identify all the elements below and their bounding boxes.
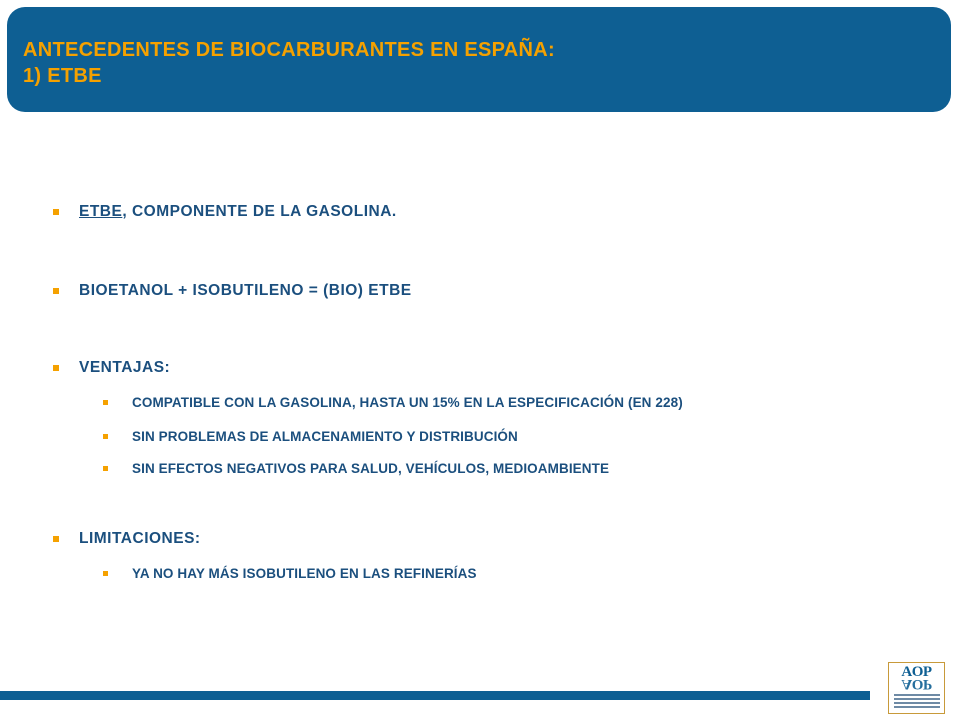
slide-title-line-1: ANTECEDENTES DE BIOCARBURANTES EN ESPAÑA: [23, 39, 555, 61]
bullet-item-ventajas [53, 359, 170, 377]
bullet-item-limitaciones [53, 530, 201, 548]
slide-title-line-2: 1) ETBE [23, 65, 102, 87]
bullet-text-rest: , COMPONENTE DE LA GASOLINA. [122, 203, 397, 220]
sub-bullet-text: COMPATIBLE CON LA GASOLINA, HASTA UN 15% EN LA ESPECIFICACIÓN (EN 228) [132, 395, 683, 410]
sub-bullet-text: SIN EFECTOS NEGATIVOS PARA SALUD, VEHÍCULOS, MEDIOAMBIENTE [132, 461, 610, 476]
logo-mirror-mark: AOP [901, 676, 932, 692]
logo-fine-print-lines [894, 694, 940, 710]
bullet-text: VENTAJAS: [79, 359, 171, 376]
square-bullet-icon [53, 365, 59, 371]
sub-bullet-text: SIN PROBLEMAS DE ALMACENAMIENTO Y DISTRIBUCIÓN [132, 429, 518, 444]
sub-bullet-compatible [103, 395, 683, 410]
square-bullet-icon [53, 209, 59, 215]
sub-bullet-efectos [103, 461, 609, 476]
underlined-term: ETBE [79, 203, 123, 220]
square-bullet-icon [53, 536, 59, 542]
bullet-text: BIOETANOL + ISOBUTILENO = (BIO) ETBE [79, 282, 412, 299]
square-bullet-icon [103, 466, 108, 471]
logo-text: AOP [901, 664, 932, 680]
square-bullet-icon [53, 288, 59, 294]
bullet-item-bioetanol [53, 282, 412, 300]
aop-logo [888, 662, 945, 714]
square-bullet-icon [103, 571, 108, 576]
bullet-text: LIMITACIONES: [79, 530, 201, 547]
footer-bar [0, 691, 870, 700]
bullet-item-etbe [53, 203, 397, 221]
bullet-text [79, 203, 397, 221]
sub-bullet-almacenamiento [103, 429, 518, 444]
sub-bullet-isobutileno [103, 566, 477, 581]
square-bullet-icon [103, 434, 108, 439]
sub-bullet-text: YA NO HAY MÁS ISOBUTILENO EN LAS REFINERÍAS [132, 566, 477, 581]
square-bullet-icon [103, 400, 108, 405]
